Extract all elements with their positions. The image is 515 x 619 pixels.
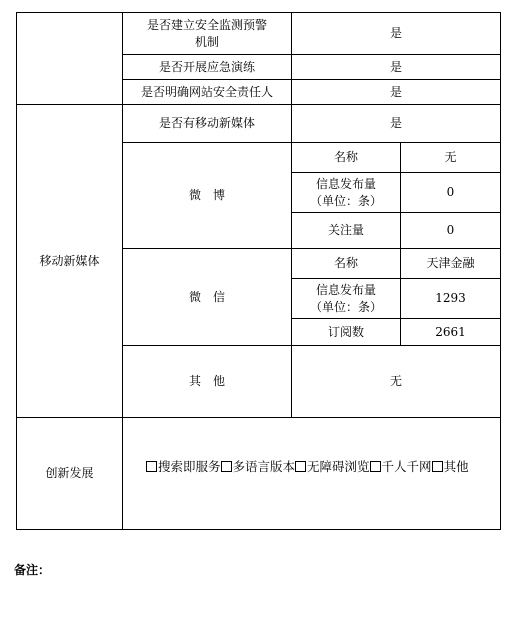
monitoring-mechanism-value: 是 [389,26,402,40]
has-mobile-media-label: 是否有移动新媒体 [158,116,255,130]
checkbox-icon[interactable] [432,461,443,472]
wechat-label: 微 信 [188,289,225,304]
innovation-section-label: 创新发展 [45,466,94,480]
option-label: 无障碍浏览 [307,459,370,474]
wechat-subscribers-value: 2661 [435,324,466,339]
checkbox-icon[interactable] [221,461,232,472]
option-label: 千人千网 [381,459,432,474]
option-search-as-service[interactable] [146,457,221,475]
emergency-drill-label: 是否开展应急演练 [158,59,255,74]
report-table [16,12,501,530]
weibo-posts-label: 信息发布量 （单位：条） [309,176,382,208]
wechat-name-label: 名称 [333,256,358,270]
weibo-posts-value: 0 [446,185,455,199]
weibo-name-value: 无 [444,150,457,164]
weibo-followers-value: 0 [446,223,455,237]
checkbox-icon[interactable] [146,461,157,472]
option-label: 其他 [443,459,469,474]
table-border-right [500,12,501,530]
remarks-label: 备注： [14,563,51,577]
other-media-value: 无 [389,374,402,388]
innovation-options [146,456,506,476]
wechat-subscribers-label: 订阅数 [327,324,364,339]
weibo-followers-label: 关注量 [327,223,364,237]
weibo-name-label: 名称 [333,150,358,164]
option-label: 搜索即服务 [158,459,221,474]
mobile-media-section-label: 移动新媒体 [39,253,100,268]
checkbox-icon[interactable] [370,461,381,472]
safety-officer-label: 是否明确网站安全责任人 [140,84,273,99]
wechat-name-value: 天津金融 [426,256,475,270]
has-mobile-media-value: 是 [389,116,402,130]
monitoring-mechanism-label: 是否建立安全监测预警 机制 [146,17,267,49]
checkbox-icon[interactable] [295,461,306,472]
option-accessibility[interactable] [295,457,370,475]
emergency-drill-value: 是 [389,59,402,74]
option-other[interactable] [432,457,469,475]
weibo-label: 微 博 [188,188,225,202]
other-media-label: 其 他 [188,374,225,388]
wechat-posts-label: 信息发布量 （单位：条） [309,282,382,314]
wechat-posts-value: 1293 [435,291,466,305]
option-label: 多语言版本 [232,459,296,474]
option-multilingual[interactable] [221,457,296,475]
safety-officer-value: 是 [389,84,402,99]
option-personalized[interactable] [370,457,432,475]
table-border-bottom [16,529,501,530]
